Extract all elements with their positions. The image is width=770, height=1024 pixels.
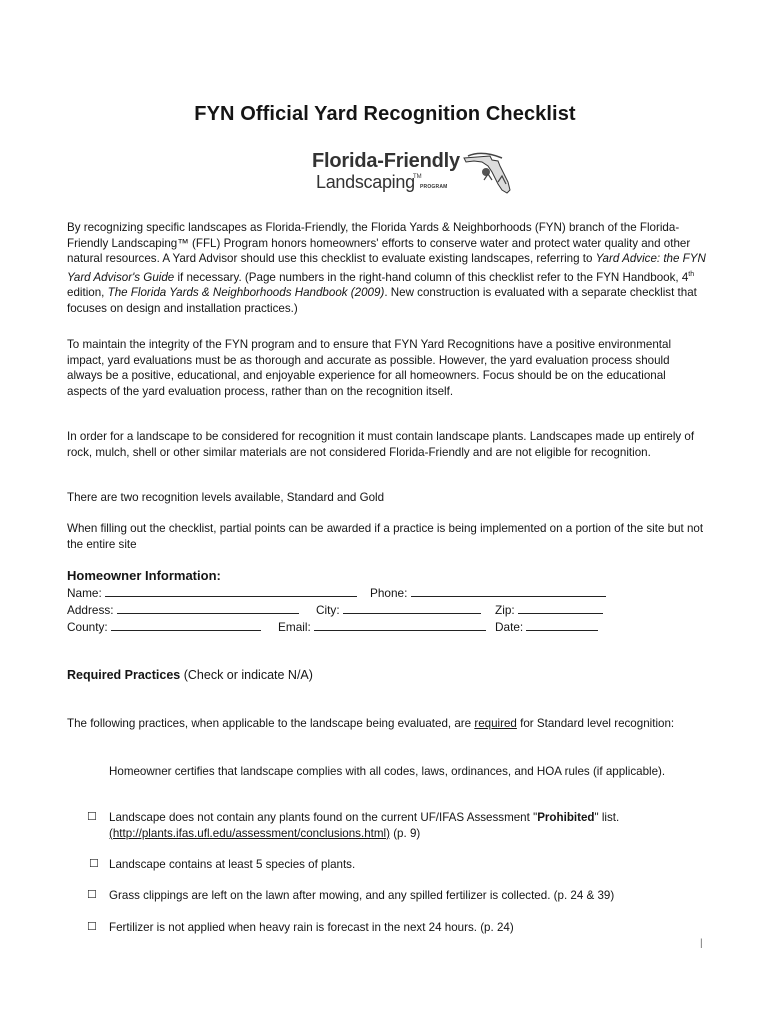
ffl-logo [312,150,522,196]
intro-paragraph-1: By recognizing specific landscapes as Florida-Friendly, the Florida Yards & Neighborhoods (FYN) branch of the Florida-Friendly Landscaping™ (FFL) Program honors homeowners' efforts to conserve water and protect water quality and other natural resources. A Yard Advisor should use this checklist to evaluate existing landscapes, referring to Yard Advice: the FYN Yard Advisor's Guide if necessary. (Page numbers in the right-hand column of this checklist refer to the FYN Handbook, 4th edition, The Florida Yards & Neighborhoods Handbook (2009). New construction is evaluated with a separate checklist that focuses on design and installation practices.) [67,221,706,315]
required-item-3: Landscape contains at least 5 species of plants. [109,858,356,871]
address-row [67,602,299,617]
city-field[interactable] [343,602,481,614]
county-field[interactable] [111,619,261,631]
county-row [67,619,261,634]
intro-paragraph-2: To maintain the integrity of the FYN program and to ensure that FYN Yard Recognitions have a positive environmental impact, yard evaluations must be as thorough and accurate as possible. However, the yard evaluation process should always be a positive, educational, and enjoyable experience for all homeowners. Focus should be on the educational aspects of the yard evaluation process, rather than on the recognition itself. [67,338,672,398]
homeowner-heading: Homeowner Information: [67,568,221,583]
zip-label: Zip: [495,603,515,617]
intro-paragraph-4: There are two recognition levels available, Standard and Gold [67,491,385,504]
date-row [495,619,598,634]
required-item-1: Homeowner certifies that landscape complies with all codes, laws, ordinances, and HOA rules (if applicable). [109,765,666,778]
city-row [316,602,481,617]
checkbox-item-2[interactable]: ☐ [87,811,97,823]
checkbox-item-3[interactable]: ☐ [89,858,99,870]
city-label: City: [316,603,340,617]
logo-line2: Landscaping [316,172,415,192]
zip-row [495,602,603,617]
name-label: Name: [67,586,102,600]
required-item-4: Grass clippings are left on the lawn after mowing, and any spilled fertilizer is collected. (p. 24 & 39) [109,889,615,902]
page-title: FYN Official Yard Recognition Checklist [194,103,576,125]
assessment-link[interactable]: (http://plants.ifas.ufl.edu/assessment/conclusions.html) [109,826,390,840]
phone-field[interactable] [411,585,606,597]
florida-state-icon [462,152,518,196]
date-label: Date: [495,620,524,634]
checkbox-item-5[interactable]: ☐ [87,921,97,933]
name-field[interactable] [105,585,357,597]
required-practices-heading: Required Practices (Check or indicate N/A) [67,668,313,682]
logo-program: PROGRAM [420,184,448,190]
required-intro: The following practices, when applicable to the landscape being evaluated, are required for Standard level recognition: [67,717,675,730]
address-field[interactable] [117,602,299,614]
zip-field[interactable] [518,602,603,614]
scan-mark: | [700,938,703,949]
checkbox-item-4[interactable]: ☐ [87,889,97,901]
email-row [278,619,486,634]
phone-label: Phone: [370,586,408,600]
logo-line1: Florida-Friendly [312,150,460,172]
intro-paragraph-5: When filling out the checklist, partial points can be awarded if a practice is being implemented on a portion of the site but not the entire site [67,522,704,551]
required-item-5: Fertilizer is not applied when heavy rain is forecast in the next 24 hours. (p. 24) [109,921,514,934]
phone-row [370,585,606,600]
required-item-2: Landscape does not contain any plants found on the current UF/IFAS Assessment "Prohibited" list. (http://plants.ifas.ufl.edu/assessment/conclusions.html) (p. 9) [109,811,620,840]
address-label: Address: [67,603,114,617]
date-field[interactable] [526,619,598,631]
logo-tm: TM [413,174,422,180]
email-field[interactable] [314,619,486,631]
name-row [67,585,357,600]
county-label: County: [67,620,108,634]
email-label: Email: [278,620,311,634]
intro-paragraph-3: In order for a landscape to be considered for recognition it must contain landscape plants. Landscapes made up entirely of rock, mulch, shell or other similar materials are not considered Florida-Friendly and are not eligible for recognition. [67,430,695,459]
